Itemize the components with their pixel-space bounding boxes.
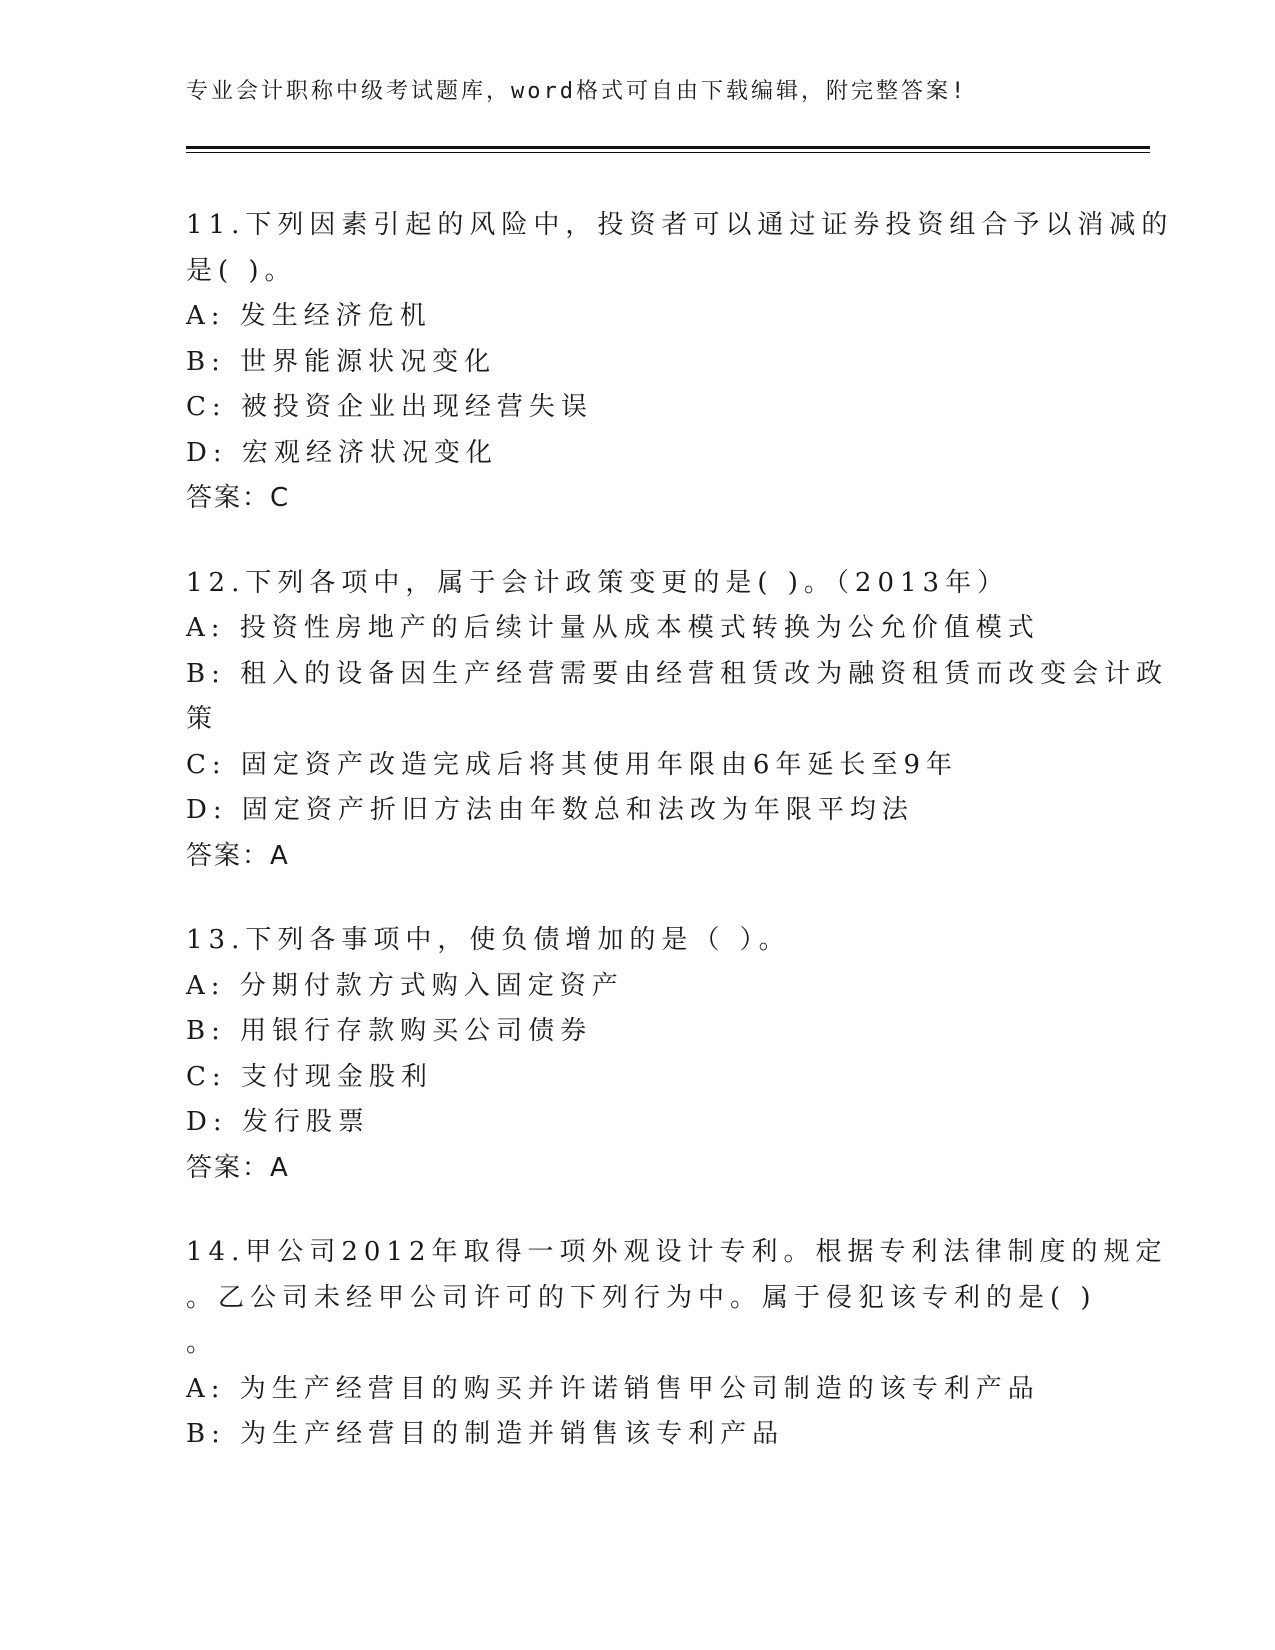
- option-c: C: 固定资产改造完成后将其使用年限由6年延长至9年: [186, 749, 959, 780]
- question-stem: 。: [186, 1328, 219, 1358]
- question-11: [186, 203, 1174, 522]
- answer-line: 答案：C: [186, 483, 291, 513]
- option-a: A: 投资性房地产的后续计量从成本模式转换为公允价值模式: [186, 613, 1040, 643]
- option-d: D: 发行股票: [186, 1107, 370, 1137]
- question-stem: 。乙公司未经甲公司许可的下列行为中。属于侵犯该专利的是( ): [186, 1282, 1097, 1313]
- question-list: [186, 203, 1174, 1497]
- option-a: A: 分期付款方式购入固定资产: [186, 970, 624, 1001]
- option-b: B: 租入的设备因生产经营需要由经营租赁改为融资租赁而改变会计政: [186, 658, 1169, 689]
- option-b-continued: 策: [186, 704, 219, 734]
- option-a: A: 发生经济危机: [186, 301, 432, 331]
- option-c: C: 被投资企业出现经营失误: [186, 392, 593, 422]
- question-14: [186, 1230, 1168, 1458]
- header-divider-thin: [186, 152, 1150, 153]
- question-13: [186, 918, 1086, 1191]
- header-divider-thick: [186, 146, 1150, 149]
- option-c: C: 支付现金股利: [186, 1061, 433, 1092]
- option-d: D: 宏观经济状况变化: [186, 437, 498, 468]
- option-a: A: 为生产经营目的购买并许诺销售甲公司制造的该专利产品: [186, 1373, 1040, 1404]
- question-stem: 11.下列因素引起的风险中，投资者可以通过证券投资组合予以消减的: [186, 210, 1174, 240]
- question-stem: 12.下列各项中，属于会计政策变更的是( )。（2013年）: [186, 567, 1010, 598]
- question-12: [186, 561, 1169, 880]
- option-d: D: 固定资产折旧方法由年数总和法改为年限平均法: [186, 795, 914, 825]
- question-stem: 是( )。: [186, 255, 297, 286]
- question-stem: 14.甲公司2012年取得一项外观设计专利。根据专利法律制度的规定: [186, 1237, 1168, 1267]
- question-stem: 13.下列各事项中，使负债增加的是（ ）。: [186, 925, 791, 955]
- option-b: B: 为生产经营目的制造并销售该专利产品: [186, 1419, 785, 1449]
- page-header: 专业会计职称中级考试题库，word格式可自由下载编辑，附完整答案!: [186, 79, 968, 104]
- answer-line: 答案：A: [186, 1152, 290, 1183]
- answer-line: 答案：A: [186, 840, 290, 871]
- option-b: B: 用银行存款购买公司债券: [186, 1016, 593, 1046]
- option-b: B: 世界能源状况变化: [186, 346, 497, 377]
